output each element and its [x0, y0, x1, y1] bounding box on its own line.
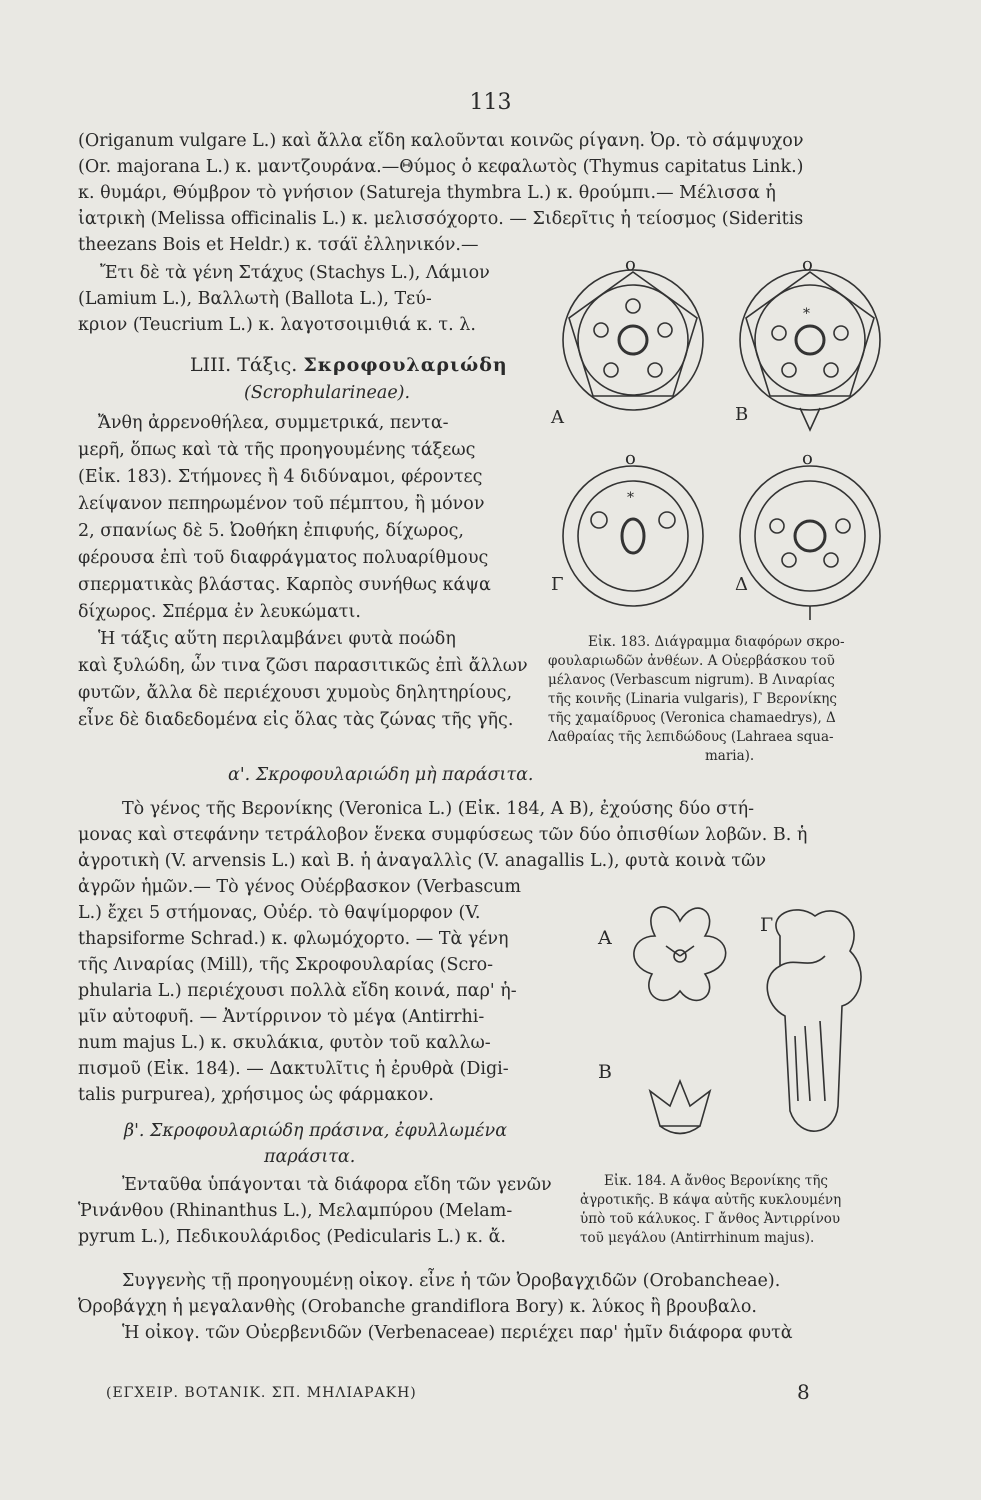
diagram-b-ovary [796, 326, 824, 354]
section-numeral: LIII. Τάξις. [190, 354, 298, 376]
axis-mark-c: o [625, 448, 636, 469]
text-line: τῆς Λιναρίας (Mill), τῆς Σκροφουλαρίας (Scro- [78, 955, 494, 975]
text-line: μῖν αὐτοφυῆ. — Ἀντίρρινον τὸ μέγα (Antirrhi- [78, 1007, 485, 1027]
subsection-title: παράσιτα. [264, 1147, 356, 1167]
text-line: 2, σπανίως δὲ 5. Ὠοθήκη ἐπιφυής, δίχωρος, [78, 521, 464, 541]
figure-184-caption-line: ὑπὸ τοῦ κάλυκος. Γ ἄνθος Ἀντιρρίνου [580, 1211, 841, 1227]
figure-184-caption-line: ἀγροτικῆς. Β κάψα αὐτῆς κυκλουμένη [580, 1192, 842, 1208]
text-line: καὶ ξυλώδη, ὧν τινα ζῶσι παρασιτικῶς ἐπὶ ἄλλων [78, 656, 528, 676]
floral-diagrams-figure [545, 258, 900, 628]
diagram-a-outer [563, 270, 703, 410]
text-line: Ἔτι δὲ τὰ γένη Στάχυς (Stachys L.), Λάμιον [100, 263, 490, 283]
veronica-capsule [650, 1081, 710, 1126]
veronica-flower [634, 907, 726, 1001]
text-line: εἶνε δὲ διαδεδομένα εἰς ὅλας τὰς ζώνας τῆς γῆς. [78, 710, 514, 730]
diagram-d-outer [740, 466, 880, 606]
text-line: μονας καὶ στεφάνην τετράλοβον ἕνεκα συμφύσεως τῶν δύο ὀπισθίων λοβῶν. Β. ἡ [78, 825, 808, 845]
text-line: μερῆ, ὅπως καὶ τὰ τῆς προηγουμένης τάξεως [78, 440, 476, 460]
figure-183-caption-line: τῆς χαμαίδρυος (Veronica chamaedrys), Δ [548, 710, 836, 726]
text-line: κ. θυμάρι, Θύμβρον τὸ γνήσιον (Satureja thymbra L.) κ. θρούμπι.— Μέλισσα ἡ [78, 183, 776, 203]
axis-mark-d: o [802, 448, 813, 469]
text-line: λείψανον πεπηρωμένον τοῦ πέμπτου, ἢ μόνον [78, 494, 485, 514]
flower-label-a: A [598, 927, 612, 949]
diagram-b-outer [740, 270, 880, 410]
diagram-label-c: Γ [551, 574, 564, 595]
snapdragon-flower [767, 910, 861, 1131]
flower-figure [580, 896, 900, 1166]
floral-diagrams-drawing [545, 258, 900, 628]
text-line: Ῥινάνθου (Rhinanthus L.), Μελαμπύρου (Melam- [78, 1201, 513, 1221]
axis-mark-b: o [802, 258, 813, 275]
text-line: Τὸ γένος τῆς Βερονίκης (Veronica L.) (Εἰκ. 184, Α Β), ἐχούσης δύο στή- [122, 799, 755, 819]
signature-number: 8 [797, 1380, 810, 1404]
figure-184-caption-line: Εἰκ. 184. Α ἄνθος Βερονίκης τῆς [604, 1173, 828, 1189]
diagram-b-spur [800, 408, 820, 430]
text-line: Συγγενὴς τῇ προηγουμένῃ οἰκογ. εἶνε ἡ τῶν Ὀροβαγχιδῶν (Orobancheae). [122, 1271, 781, 1291]
diagram-c-ovary [622, 519, 644, 553]
text-line: πισμοῦ (Εἰκ. 184). — Δακτυλῖτις ἡ ἐρυθρὰ (Digi- [78, 1059, 509, 1079]
page-number: 113 [469, 90, 512, 115]
figure-183-caption-line: μέλανος (Verbascum nigrum). Β Λιναρίας [548, 672, 835, 688]
star-mark: * [803, 306, 810, 322]
text-line: (Origanum vulgare L.) καὶ ἄλλα εἴδη καλοῦνται κοινῶς ρίγανη. Ὀρ. τὸ σάμψυχον [78, 131, 804, 151]
text-line: Ὀροβάγχη ἡ μεγαλανθὴς (Orobanche grandiflora Bory) κ. λύκος ἢ βρουβαλο. [78, 1297, 757, 1317]
text-line: (Or. majorana L.) κ. μαντζουράνα.—Θύμος ὁ κεφαλωτὸς (Thymus capitatus Link.) [78, 157, 804, 177]
text-line: thapsiforme Schrad.) κ. φλωμόχορτο. — Τὰ γένη [78, 929, 509, 949]
diagram-a-inner [578, 285, 688, 395]
text-line: talis purpurea), χρήσιμος ὡς φάρμακον. [78, 1085, 434, 1105]
text-line: num majus L.) κ. σκυλάκια, φυτὸν τοῦ καλλω- [78, 1033, 491, 1053]
diagram-d-ovary [795, 521, 825, 551]
text-line: Ἄνθη ἀρρενοθήλεα, συμμετρικά, πεντα- [98, 413, 449, 433]
signature-mark: (ΕΓΧΕΙΡ. ΒΟΤΑΝΙΚ. ΣΠ. ΜΗΛΙΑΡΑΚΗ) [106, 1385, 417, 1401]
section-latin: (Scrophularineae). [244, 383, 411, 403]
diagram-d-inner [755, 481, 865, 591]
figure-183-caption-line: φουλαριωδῶν ἀνθέων. Α Οὐερβάσκου τοῦ [548, 653, 835, 669]
text-line: pyrum L.), Πεδικουλάριδος (Pedicularis L.) κ. ἄ. [78, 1227, 506, 1247]
text-line: ἀγρῶν ἡμῶν.— Τὸ γένος Οὐέρβασκον (Verbascum [78, 877, 522, 897]
text-line: ἀγροτικὴ (V. arvensis L.) καὶ Β. ἡ ἀναγαλλὶς (V. anagallis L.), φυτὰ κοινὰ τῶν [78, 851, 767, 871]
text-line: φυτῶν, ἄλλα δὲ περιέχουσι χυμοὺς δηλητηρίους, [78, 683, 513, 703]
figure-183-caption-line: τῆς κοινῆς (Linaria vulgaris), Γ Βερονίκης [548, 691, 837, 707]
text-line: Ἐνταῦθα ὑπάγονται τὰ διάφορα εἴδη τῶν γενῶν [122, 1175, 552, 1195]
flower-label-c: Γ [760, 914, 774, 936]
diagram-label-d: Δ [735, 574, 748, 595]
diagram-a-calyx [569, 272, 697, 396]
diagram-label-a: A [551, 407, 564, 428]
figure-183-caption-line: Λαθραίας τῆς λεπιδώδους (Lahraea squa- [548, 729, 834, 745]
figure-183-caption-line: Εἰκ. 183. Διάγραμμα διαφόρων σκρο- [588, 634, 845, 650]
figure-184-caption-line: τοῦ μεγάλου (Antirrhinum majus). [580, 1230, 815, 1246]
text-line: ἰατρικὴ (Melissa officinalis L.) κ. μελισσόχορτο. — Σιδερῖτις ἡ τείοσμος (Sideritis [78, 209, 804, 229]
subsection-title: β'. Σκροφουλαριώδη πράσινα, ἐφυλλωμένα [124, 1121, 508, 1141]
diagram-b-calyx [746, 272, 874, 396]
text-line: δίχωρος. Σπέρμα ἐν λευκώματι. [78, 602, 361, 622]
diagram-label-b: B [735, 404, 749, 425]
text-line: Ἡ οἰκογ. τῶν Οὐερβενιδῶν (Verbenaceae) περιέχει παρ' ἡμῖν διάφορα φυτὰ [122, 1323, 793, 1343]
diagram-c-outer [563, 466, 703, 606]
text-line: (Lamium L.), Βαλλωτὴ (Ballota L.), Τεύ- [78, 289, 432, 309]
diagram-b-inner [755, 285, 865, 395]
text-line: σπερματικὰς βλάστας. Καρπὸς συνήθως κάψα [78, 575, 491, 595]
subsection-title: α'. Σκροφουλαριώδη μὴ παράσιτα. [228, 765, 534, 785]
text-line: (Εἰκ. 183). Στήμονες ἢ 4 διδύναμοι, φέροντες [78, 467, 483, 487]
figure-183-caption-line: maria). [705, 748, 755, 764]
text-line: theezans Bois et Heldr.) κ. τσάϊ ἐλληνικόν.— [78, 235, 479, 255]
section-name: Σκροφουλαριώδη [303, 354, 508, 376]
star-mark: * [627, 490, 634, 506]
text-line: Ἡ τάξις αὕτη περιλαμβάνει φυτὰ ποώδη [98, 629, 456, 649]
axis-mark-a: o [625, 258, 636, 275]
text-line: κριον (Teucrium L.) κ. λαγοτσοιμιθιά κ. τ. λ. [78, 315, 476, 335]
text-line: L.) ἔχει 5 στήμονας, Οὐέρ. τὸ θαψίμορφον (V. [78, 903, 481, 923]
section-heading [190, 352, 508, 378]
flower-drawing [580, 896, 900, 1166]
text-line: φέρουσα ἐπὶ τοῦ διαφράγματος πολυαρίθμους [78, 548, 489, 568]
flower-label-b: B [598, 1061, 612, 1083]
diagram-a-ovary [619, 326, 647, 354]
text-line: phularia L.) περιέχουσι πολλὰ εἴδη κοινά, παρ' ἡ- [78, 981, 517, 1001]
